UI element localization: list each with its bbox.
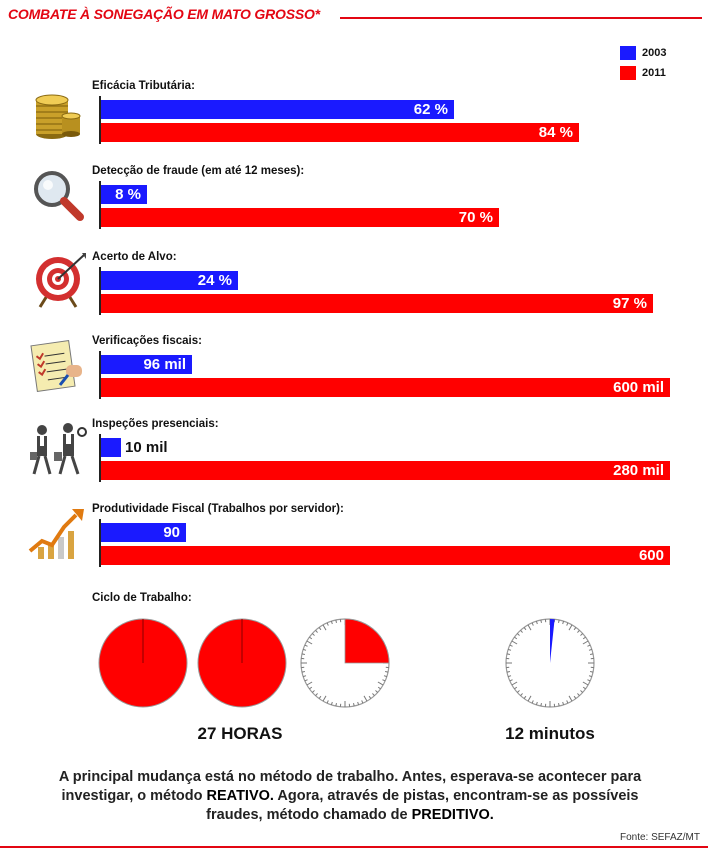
chart-group-acerto [0, 251, 708, 321]
bar-2003 [101, 355, 192, 374]
growth-chart-icon [28, 503, 88, 565]
bar-value-label: 280 mil [613, 462, 664, 479]
note-part-2: Agora, através de pistas, encontram-se as possíveis fraudes, método chamado de [206, 788, 639, 823]
legend-item-2011 [620, 64, 666, 81]
footnote-text [40, 768, 660, 825]
bar-2003 [101, 523, 186, 542]
group-label: Detecção de fraude (em até 12 meses): [92, 165, 305, 177]
clock-tick [507, 672, 510, 673]
bar-value-label: 96 mil [143, 356, 186, 373]
legend [620, 44, 666, 84]
bar-value-label: 600 mil [613, 379, 664, 396]
bar-2011 [101, 546, 670, 565]
target-icon [28, 251, 88, 313]
chart-group-verificacoes [0, 335, 708, 405]
clock-partial [300, 618, 390, 708]
clock-tick [559, 703, 560, 706]
clock-tick [541, 620, 542, 623]
bar-2011 [101, 123, 579, 142]
note-strong-2: PREDITIVO. [411, 807, 494, 823]
legend-item-2003 [620, 44, 666, 61]
bar-2003 [101, 271, 238, 290]
legend-swatch-2003 [620, 46, 636, 60]
source-credit: Fonte: SEFAZ/MT [619, 832, 700, 843]
clock-tick [541, 703, 542, 706]
cycle-after-caption: 12 minutos [505, 724, 595, 743]
coins-icon [28, 80, 88, 142]
bar-2011 [101, 378, 670, 397]
bar-2003 [101, 100, 454, 119]
group-label: Verificações fiscais: [92, 335, 202, 347]
clock-tick [507, 654, 510, 655]
clock-tick [354, 703, 355, 706]
cycle-before-caption: 27 HORAS [197, 724, 283, 743]
clock-tick [590, 654, 593, 655]
bar-value-label: 84 % [538, 124, 573, 141]
chart-group-produtividade [0, 503, 708, 573]
clock-tick [559, 620, 560, 623]
clock-full-2 [197, 618, 287, 708]
bottom-rule [0, 846, 708, 848]
page-title: COMBATE À SONEGAÇÃO EM MATO GROSSO* [8, 6, 320, 22]
bar-value-label: 97 % [612, 295, 647, 312]
bar-value-label: 90 [163, 524, 180, 541]
bar-value-label: 62 % [413, 101, 448, 118]
bar-2011 [101, 294, 653, 313]
clock-fraction-wedge [345, 619, 389, 663]
chart-group-eficacia [0, 80, 708, 150]
clock-after [505, 618, 595, 708]
cycle-label: Ciclo de Trabalho: [92, 592, 192, 604]
bar-value-label: 24 % [197, 272, 232, 289]
bar-2011 [101, 208, 499, 227]
legend-label-2011: 2011 [642, 66, 666, 79]
bar-value-label: 600 [638, 547, 664, 564]
bar-2003 [101, 438, 168, 457]
clock-tick [336, 620, 337, 623]
inspectors-icon [28, 418, 88, 480]
magnifier-icon [28, 165, 88, 227]
clock-tick [590, 672, 593, 673]
clock-full-1 [98, 618, 188, 708]
note-strong-1: REATIVO. [206, 788, 274, 804]
checklist-icon [28, 335, 88, 397]
chart-group-deteccao [0, 165, 708, 235]
group-label: Eficácia Tributária: [92, 80, 195, 92]
group-label: Produtividade Fiscal (Trabalhos por servidor): [92, 503, 344, 515]
group-label: Acerto de Alvo: [92, 251, 177, 263]
bar-value-label: 70 % [458, 209, 493, 226]
clock-tick [336, 703, 337, 706]
clock-tick [302, 672, 305, 673]
clock-tick [385, 672, 388, 673]
bar-value-label: 8 % [115, 186, 141, 203]
title-rule [340, 17, 702, 19]
group-label: Inspeções presenciais: [92, 418, 219, 430]
bar-2003 [101, 185, 147, 204]
note-part-1: A principal mudança está no método de trabalho. Antes, esperava-se acontecer para investigar, o método [58, 769, 642, 804]
bar-2011 [101, 461, 670, 480]
clock-tick [302, 654, 305, 655]
legend-label-2003: 2003 [642, 46, 667, 59]
bar-value-label: 10 mil [125, 439, 168, 456]
legend-swatch-2011 [620, 66, 636, 80]
chart-group-inspecoes [0, 418, 708, 488]
